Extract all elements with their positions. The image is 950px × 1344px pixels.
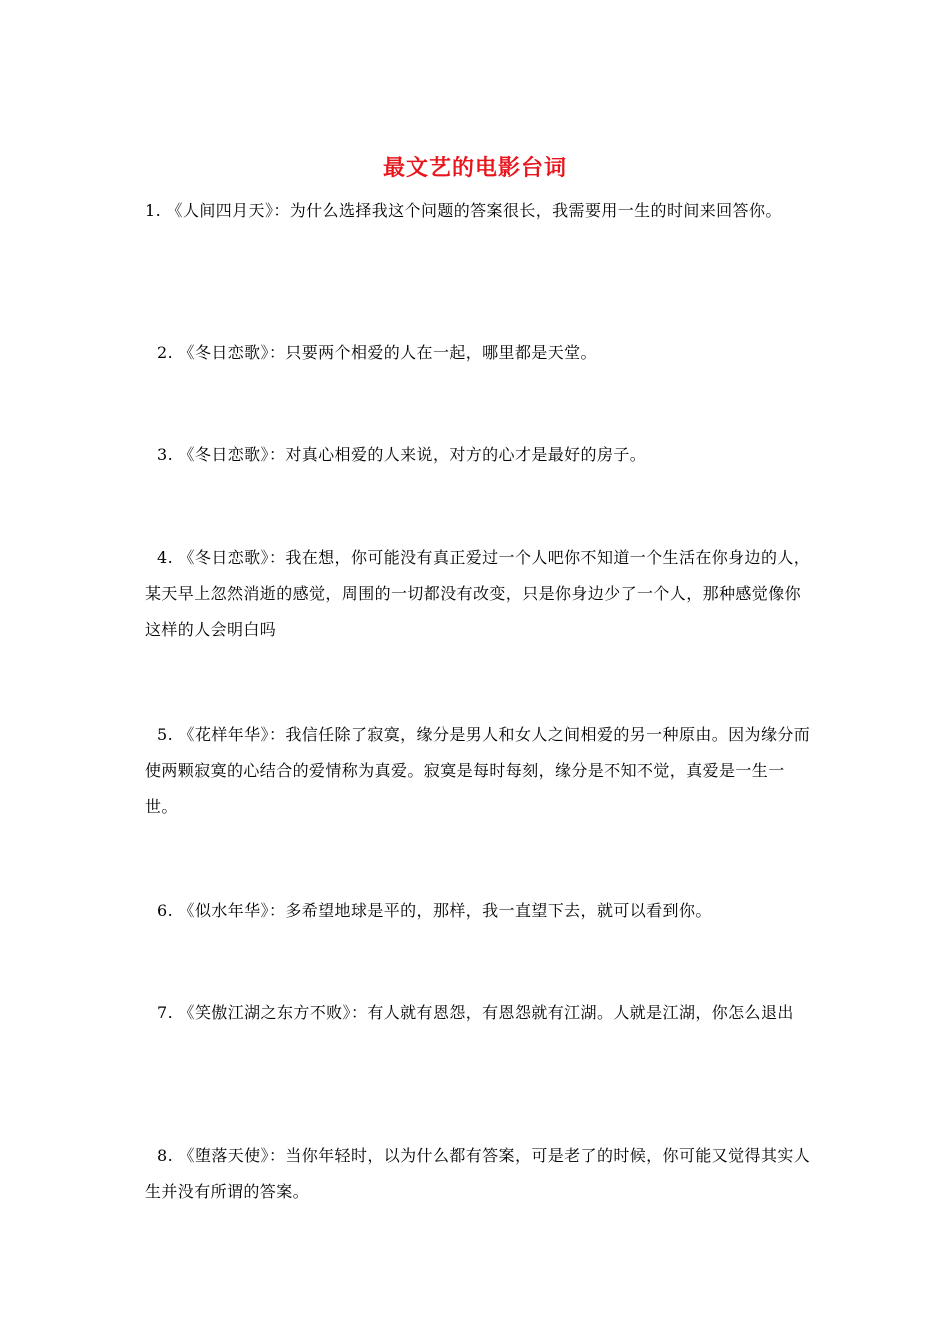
quote-item: 5. 《花样年华》：我信任除了寂寞，缘分是男人和女人之间相爱的另一种原由。因为缘分而使两颗寂寞的心结合的爱情称为真爱。寂寞是每时每刻，缘分是不知不觉，真爱是一生一世。 [145, 725, 811, 816]
quote-item: 8. 《堕落天使》：当你年轻时，以为什么都有答案，可是老了的时候，你可能又觉得其实人生并没有所谓的答案。 [145, 1146, 811, 1201]
quote-item: 1. 《人间四月天》：为什么选择我这个问题的答案很长，我需要用一生的时间来回答你。 [145, 201, 782, 220]
quote-item: 4. 《冬日恋歌》：我在想，你可能没有真正爱过一个人吧你不知道一个生活在你身边的人，某天早上忽然消逝的感觉，周围的一切都没有改变，只是你身边少了一个人，那种感觉像你这样的人会明白吗 [145, 548, 811, 639]
quote-item: 7. 《笑傲江湖之东方不败》：有人就有恩怨，有恩怨就有江湖。人就是江湖，你怎么退出 [157, 1003, 794, 1022]
quote-item: 2. 《冬日恋歌》：只要两个相爱的人在一起，哪里都是天堂。 [157, 343, 597, 362]
quote-item: 6. 《似水年华》：多希望地球是平的，那样，我一直望下去，就可以看到你。 [157, 901, 712, 920]
page-title: 最文艺的电影台词 [382, 155, 567, 181]
quote-item: 3. 《冬日恋歌》：对真心相爱的人来说，对方的心才是最好的房子。 [157, 445, 647, 464]
